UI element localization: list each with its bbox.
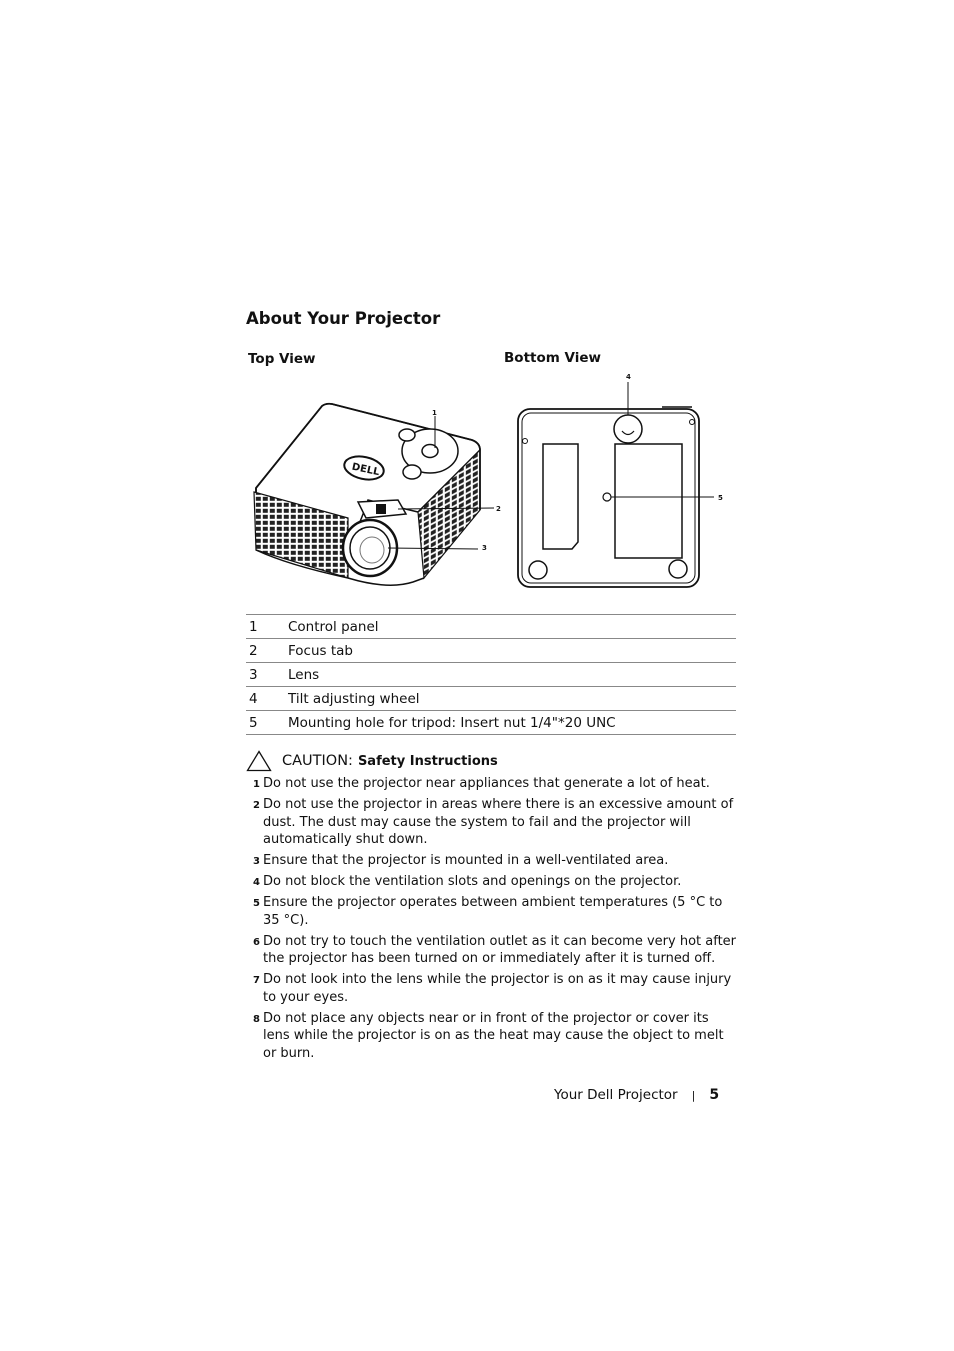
- caution-label: CAUTION:: [282, 753, 353, 769]
- bottom-view-label: Bottom View: [504, 350, 601, 366]
- caution-subtitle: Safety Instructions: [357, 753, 498, 769]
- item-number: 4: [253, 877, 260, 888]
- list-item: [252, 775, 738, 793]
- item-number: 8: [253, 1013, 260, 1025]
- caution-triangle-icon: [246, 750, 272, 772]
- list-item: [252, 933, 738, 968]
- projector-bottom-view-illustration: [512, 372, 734, 592]
- item-text: Ensure the projector operates between ambient temperatures (5 °C to 35 °C).: [263, 895, 723, 928]
- list-item: [252, 796, 738, 849]
- item-text: Ensure that the projector is mounted in a well-ventilated area.: [263, 853, 669, 868]
- list-item: [252, 971, 738, 1006]
- page-number: 5: [709, 1087, 720, 1103]
- top-callout-2: 2: [496, 505, 501, 513]
- item-number: 2: [253, 800, 260, 811]
- item-number: 6: [253, 936, 260, 948]
- top-callout-3: 3: [482, 544, 487, 552]
- item-number: 1: [253, 779, 260, 790]
- part-description: Lens: [288, 663, 736, 687]
- item-text: Do not try to touch the ventilation outlet as it can become very hot after the projector has been turned on or immediately after it is turned off.: [263, 933, 737, 966]
- part-description: Tilt adjusting wheel: [288, 687, 736, 711]
- caution-heading: [246, 749, 498, 773]
- projector-top-view-illustration: [248, 400, 503, 590]
- table-row: [246, 639, 736, 663]
- item-number: 7: [253, 975, 260, 986]
- part-number: 1: [246, 615, 288, 639]
- part-description: Control panel: [288, 615, 736, 639]
- footer-separator: |: [691, 1088, 696, 1102]
- part-description: Focus tab: [288, 639, 736, 663]
- part-number: 3: [246, 663, 288, 687]
- bottom-callout-5: 5: [718, 494, 723, 502]
- top-callout-1: 1: [432, 409, 437, 417]
- page-footer: [554, 1087, 719, 1103]
- item-text: Do not use the projector near appliances that generate a lot of heat.: [263, 776, 710, 791]
- list-item: [252, 873, 738, 891]
- top-view-label: Top View: [248, 351, 316, 367]
- item-number: 3: [253, 856, 260, 867]
- part-number: 5: [246, 711, 288, 735]
- table-row: [246, 687, 736, 711]
- item-number: 5: [253, 898, 260, 909]
- part-number: 4: [246, 687, 288, 711]
- item-text: Do not use the projector in areas where there is an excessive amount of dust. The dust may cause the system to fail and the projector will automatically shut down.: [263, 797, 734, 847]
- item-text: Do not place any objects near or in front of the projector or cover its lens while the projector is on as the heat may cause the object to melt or burn.: [263, 1010, 724, 1061]
- item-text: Do not block the ventilation slots and openings on the projector.: [263, 874, 682, 889]
- footer-section-title: Your Dell Projector: [554, 1087, 678, 1103]
- table-row: [246, 615, 736, 639]
- parts-table: [246, 614, 736, 735]
- page-title: About Your Projector: [246, 309, 441, 328]
- svg-text:DELL: DELL: [350, 461, 381, 479]
- safety-instructions-list: [252, 775, 738, 1066]
- bottom-callout-4: 4: [626, 373, 631, 381]
- table-row: [246, 711, 736, 735]
- part-description: Mounting hole for tripod: Insert nut 1/4"*20 UNC: [288, 711, 736, 735]
- list-item: [252, 894, 738, 929]
- list-item: [252, 1010, 738, 1063]
- part-number: 2: [246, 639, 288, 663]
- list-item: [252, 852, 738, 870]
- table-row: [246, 663, 736, 687]
- item-text: Do not look into the lens while the projector is on as it may cause injury to your eyes.: [263, 972, 732, 1005]
